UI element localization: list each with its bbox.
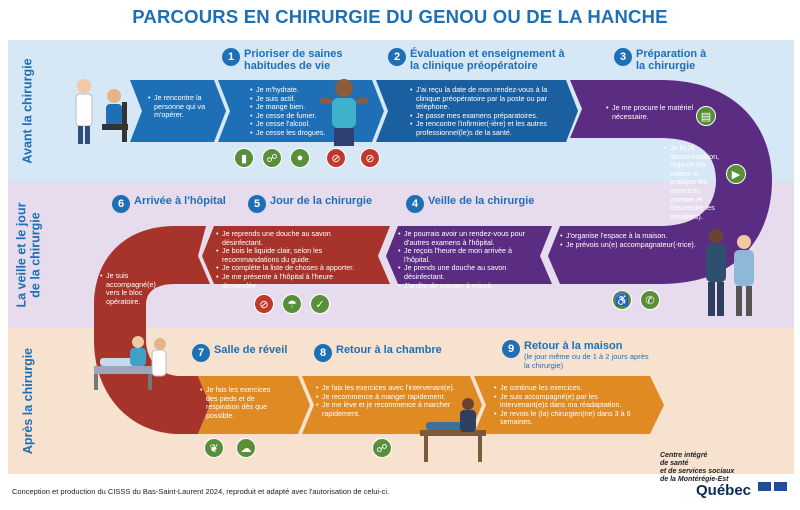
step5-header [248, 195, 388, 213]
step6-number: 6 [112, 195, 130, 213]
list-item: • Je me présente à l'hôpital à l'heure demandée. [216, 273, 366, 290]
list-item: • Je revois le (la) chirurgien(ne) dans 3 à 6 semaines. [494, 410, 644, 427]
list-item: • Je suis accompagné(e) par les intervenant(e)s dans ma réadaptation. [494, 393, 644, 410]
list-item: • J'ai reçu la date de mon rendez-vous à la clinique préopératoire par la poste ou par téléphone. [410, 86, 568, 112]
footer-credit: Conception et production du CISSS du Bas-Saint-Laurent 2024, reproduit et adapté avec l'autorisation de celui-ci. [12, 487, 390, 496]
step4-header [406, 195, 566, 213]
list-item: • Je fais les exercices avec l'intervenant(e). [316, 384, 466, 393]
list-item: • J'arrête de manger à minuit. [398, 282, 534, 291]
organization-logo [660, 452, 792, 504]
band-label-eve: La veille et le jour de la chirurgie [14, 202, 42, 308]
step4-title: Veille de la chirurgie [428, 195, 535, 207]
step1-number: 1 [222, 48, 240, 66]
list-item: • Je lis la documentation, regarde les vidéos et pratique les exercices (monter et descendre les escaliers). [664, 144, 722, 221]
list-item: • Je recommence à manger rapidement. [316, 393, 466, 402]
step8-title: Retour à la chambre [336, 344, 442, 356]
step3-list-b [664, 144, 722, 221]
step2-number: 2 [388, 48, 406, 66]
logo-line4: de la Montérégie-Est [660, 476, 729, 483]
list-item: • Je bois le liquide clair, selon les recommandations du guide. [216, 247, 366, 264]
step8-number: 8 [314, 344, 332, 362]
band-label-before: Avant la chirurgie [21, 58, 35, 164]
no-alcohol-icon: ⊘ [360, 148, 380, 168]
physiotherapy-illustration [418, 396, 492, 466]
step4-list [398, 230, 534, 290]
walker-icon: ♿ [612, 290, 632, 310]
step9-subtitle: (le jour même ou de 1 à 2 jours après la chirurgie) [524, 352, 649, 370]
phone-icon: ✆ [640, 290, 660, 310]
walking-icon: ☍ [372, 438, 392, 458]
logo-line1: Centre intégré [660, 452, 708, 459]
hospital-bed-illustration [90, 330, 170, 394]
logo-line3: et de services sociaux [660, 468, 735, 475]
breathing-icon: ☁ [236, 438, 256, 458]
checklist-icon: ✓ [310, 294, 330, 314]
list-item: • Je complète la liste de choses à apporter. [216, 264, 366, 273]
list-item: • Je cesse les drogues. [250, 129, 360, 138]
step7-list [200, 386, 282, 420]
step8-header [314, 344, 464, 362]
foot-icon: ❦ [204, 438, 224, 458]
list-item: • Je fais les exercices des pieds et de respiration dès que possible. [200, 386, 282, 420]
shower-icon: ☂ [282, 294, 302, 314]
step9-list [494, 384, 644, 427]
step5-list [216, 230, 366, 290]
intro-list [148, 94, 214, 120]
list-item: • Je cesse l'alcool. [250, 120, 360, 129]
list-item: • Je reprends une douche au savon désinfectant. [216, 230, 366, 247]
step7-title: Salle de réveil [214, 344, 288, 356]
step3-list-a [606, 104, 696, 121]
page-title: PARCOURS EN CHIRURGIE DU GENOU OU DE LA HANCHE [132, 6, 668, 27]
list-item: • Je m'hydrate. [250, 86, 360, 95]
step5-number: 5 [248, 195, 266, 213]
step1-title: Prioriser de saines habitudes de vie [244, 48, 343, 72]
step3-header [614, 48, 714, 72]
doctor-patient-illustration [66, 72, 136, 152]
video-icon: ▶ [726, 164, 746, 184]
step9-header [502, 340, 652, 370]
list-item: • Je rencontre la personne qui va m'opérer. [148, 94, 214, 120]
step2-header [388, 48, 568, 72]
water-bottle-icon: ▮ [234, 148, 254, 168]
step7-header [192, 344, 302, 362]
step9-title: Retour à la maison (le jour même ou de 1 à 2 jours après la chirurgie) [524, 340, 652, 370]
band-label-after: Après la chirurgie [21, 347, 36, 455]
list-item: • Je passe mes examens préparatoires. [410, 112, 568, 121]
list-item: • Je me procure le matériel nécessaire. [606, 104, 696, 121]
step3-number: 3 [614, 48, 632, 66]
list-item: • Je suis actif. [250, 95, 360, 104]
step7-number: 7 [192, 344, 210, 362]
step1-header [222, 48, 372, 72]
step3-title: Préparation à la chirurgie [636, 48, 707, 72]
no-food-icon: ⊘ [254, 294, 274, 314]
step4-number: 4 [406, 195, 424, 213]
logo-line2: de santé [660, 460, 689, 467]
flag-icon [774, 482, 787, 491]
running-icon: ☍ [262, 148, 282, 168]
list-item: • Je cesse de fumer. [250, 112, 360, 121]
step5-title: Jour de la chirurgie [270, 195, 373, 207]
step6-list [100, 271, 156, 306]
step3-list-c [560, 232, 700, 249]
step9-number: 9 [502, 340, 520, 358]
list-item: • Je continue les exercices. [494, 384, 644, 393]
flag-icon [758, 482, 771, 491]
no-smoking-icon: ⊘ [326, 148, 346, 168]
step2-list [410, 86, 568, 138]
apple-icon: ● [290, 148, 310, 168]
list-item: • Je mange bien. [250, 103, 360, 112]
logo-brand: Québec [696, 482, 752, 499]
list-item: • Je prévois un(e) accompagnateur(-trice). [560, 241, 700, 250]
list-item: • Je reçois l'heure de mon arrivée à l'hôpital. [398, 247, 534, 264]
list-item: • J'organise l'espace à la maison. [560, 232, 700, 241]
list-item: • Je prends une douche au savon désinfectant. [398, 264, 534, 281]
healthy-person-illustration [316, 74, 372, 148]
step2-title: Évaluation et enseignement à la clinique préopératoire [410, 48, 565, 72]
list-item: • Je rencontre l'infirmier(-ière) et les autres professionnel(le)s de la santé. [410, 120, 568, 137]
caregivers-illustration [700, 226, 762, 322]
list-item: • Je suis accompagné(e) vers le bloc opératoire. [100, 272, 150, 306]
document-icon: ▤ [696, 106, 716, 126]
step6-title: Arrivée à l'hôpital [134, 195, 226, 207]
list-item: • Je me lève et je recommence à marcher rapidement. [316, 401, 466, 418]
list-item: • Je pourrais avoir un rendez-vous pour d'autres examens à l'hôpital. [398, 230, 534, 247]
step6-header [112, 195, 242, 213]
